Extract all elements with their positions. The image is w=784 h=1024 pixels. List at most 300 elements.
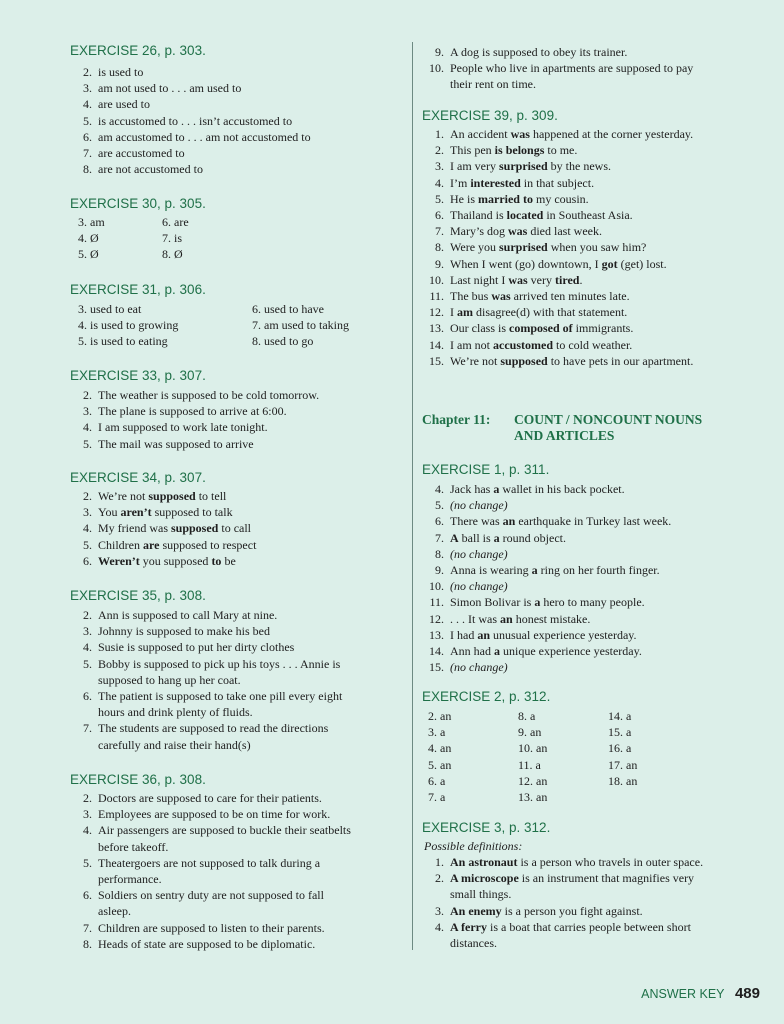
answer-cell: 4. an [428, 741, 452, 756]
answer-line [422, 854, 703, 870]
answer-cell: 4. Ø [78, 231, 99, 246]
answer-text: supposed to talk [151, 505, 233, 520]
item-number: 7. [435, 530, 444, 545]
answer-text: This pen [450, 143, 495, 158]
answer-text: I [450, 305, 457, 320]
answer-line [422, 288, 630, 304]
answer-key-label: ANSWER KEY [641, 987, 725, 1001]
answer-line [70, 920, 325, 936]
answer-line [422, 239, 646, 255]
item-number: 8. [435, 240, 444, 255]
item-number: 2. [83, 388, 92, 402]
answer-emphasis: an [500, 611, 513, 626]
answer-cell: 5. is used to eating [78, 334, 168, 349]
item-number: 3. [83, 505, 92, 520]
answer-emphasis: supposed [148, 489, 196, 503]
answer-line [70, 520, 251, 536]
answer-cell: 12. an [518, 773, 548, 788]
answer-text: Children are supposed to listen to their parents. [98, 920, 325, 935]
answer-text: The plane is supposed to arrive at 6:00. [98, 404, 287, 419]
answer-text: are used to [98, 97, 150, 112]
item-number: 7. [83, 721, 92, 736]
answer-cell: 17. an [608, 757, 638, 772]
answer-text: The students are supposed to read the directions [98, 721, 329, 736]
exercise-30-heading: EXERCISE 30, p. 305. [70, 196, 206, 211]
answer-text: round object. [499, 530, 566, 545]
item-number: 13. [429, 627, 444, 642]
answer-line [422, 44, 627, 60]
answer-emphasis: was [508, 224, 528, 239]
page-number: 489 [734, 985, 760, 1002]
answer-text: carefully and raise their hand(s) [98, 737, 251, 752]
answer-line [422, 126, 693, 142]
answer-line [70, 672, 241, 688]
answer-text: hours and drink plenty of fluids. [98, 705, 253, 720]
answer-emphasis: (no change) [450, 546, 508, 561]
answer-text: supposed to hang up her coat. [98, 672, 241, 687]
answer-text: Were you [450, 240, 500, 255]
answer-text: Employees are supposed to be on time for work. [98, 807, 331, 822]
answer-text: earthquake in Turkey last week. [515, 514, 672, 529]
answer-text: in Southeast Asia. [543, 208, 633, 222]
item-number: 5. [435, 191, 444, 206]
answer-cell: 6. a [428, 773, 446, 788]
answer-text: to tell [195, 489, 227, 503]
answer-line [422, 903, 643, 919]
answer-text: You [98, 505, 121, 520]
item-number: 2. [83, 608, 92, 622]
chapter11-exercise-3-heading: EXERCISE 3, p. 312. [422, 820, 551, 835]
answer-line [422, 513, 671, 529]
answer-text: (get) lost. [617, 256, 667, 271]
answer-text: . . . It was [450, 611, 500, 626]
answer-line [70, 96, 150, 112]
answer-emphasis: belongs [505, 143, 545, 158]
answer-text: Heads of state are supposed to be diplomatic. [98, 936, 316, 951]
answer-text: performance. [98, 872, 162, 886]
answer-line [70, 688, 342, 704]
answer-line [70, 80, 241, 96]
answer-emphasis: (no change) [450, 660, 508, 675]
answer-emphasis: was [491, 289, 511, 303]
answer-line [422, 594, 645, 610]
answer-line [70, 488, 226, 504]
exercise-35-heading: EXERCISE 35, p. 308. [70, 588, 206, 603]
answer-text: I had [450, 627, 478, 642]
answer-cell: 8. a [518, 709, 536, 723]
answer-line [422, 659, 508, 675]
answer-text: arrived ten minutes late. [510, 289, 630, 303]
answer-text: We’re not [450, 353, 501, 368]
exercise-39-heading: EXERCISE 39, p. 309. [422, 108, 558, 123]
answer-line [70, 129, 311, 145]
item-number: 6. [435, 208, 444, 222]
item-number: 6. [435, 514, 444, 529]
item-number: 7. [83, 146, 92, 160]
answer-text: People who live in apartments are supposed to pay [450, 61, 694, 76]
item-number: 11. [429, 289, 444, 303]
answer-line [70, 607, 277, 623]
item-number: 9. [435, 563, 444, 577]
chapter-title-line1: COUNT / NONCOUNT NOUNS [514, 412, 703, 427]
answer-line [70, 822, 351, 838]
answer-text: be [221, 553, 236, 568]
answer-text: Mary’s dog [450, 224, 508, 239]
answer-line [70, 161, 203, 177]
answer-text: The patient is supposed to take one pill every eight [98, 689, 343, 703]
item-number: 5. [83, 113, 92, 128]
answer-line [422, 142, 577, 158]
item-number: 14. [429, 337, 444, 352]
answer-line [422, 223, 602, 239]
answer-cell: 10. an [518, 741, 548, 756]
item-number: 8. [435, 546, 444, 561]
answer-cell: 6. used to have [252, 302, 324, 316]
answer-cell: 6. are [162, 215, 189, 229]
answer-text: Bobby is supposed to pick up his toys . . . Annie is [98, 656, 341, 671]
answer-emphasis: supposed [500, 353, 548, 368]
answer-emphasis: a [494, 644, 500, 658]
answer-line [422, 627, 637, 643]
answer-line [422, 191, 589, 207]
answer-emphasis: married to [478, 191, 533, 206]
exercise-33-heading: EXERCISE 33, p. 307. [70, 368, 206, 383]
answer-line [422, 497, 508, 513]
answer-emphasis: was [508, 272, 528, 287]
answer-line [70, 387, 319, 403]
item-number: 1. [435, 855, 444, 869]
exercise-26-heading: EXERCISE 26, p. 303. [70, 43, 206, 58]
answer-line [422, 546, 508, 562]
item-number: 12. [429, 305, 444, 320]
answer-text: is an instrument that magnifies very [518, 871, 695, 886]
answer-cell: 7. a [428, 790, 446, 804]
answer-line [422, 353, 693, 369]
answer-line [70, 419, 268, 435]
answer-text: I’m [450, 175, 471, 190]
answer-line [70, 639, 294, 655]
answer-text: An accident [450, 127, 511, 141]
answer-text: Thailand is [450, 208, 507, 222]
answer-text: I am not [450, 337, 493, 352]
answer-text: Air passengers are supposed to buckle their seatbelts [98, 823, 351, 838]
answer-emphasis: surprised [498, 159, 548, 174]
answer-line [70, 537, 256, 553]
answer-text: am not used to . . . am used to [98, 81, 242, 96]
answer-text: when you saw him? [547, 240, 647, 255]
item-number: 12. [429, 611, 444, 626]
answer-emphasis: got [601, 256, 618, 271]
answer-emphasis: an [502, 514, 516, 529]
item-number: 4. [83, 823, 92, 838]
item-number: 8. [83, 162, 92, 177]
answer-text: you supposed [139, 553, 212, 568]
answer-emphasis: A ferry [450, 919, 487, 934]
answer-line [422, 272, 582, 288]
answer-text: Jack has [450, 482, 494, 496]
item-number: 10. [429, 61, 444, 76]
answer-text: my cousin. [532, 191, 589, 206]
answer-line [70, 871, 162, 887]
answer-text: honest mistake. [512, 611, 591, 626]
item-number: 3. [83, 624, 92, 639]
answer-line [70, 623, 270, 639]
answer-emphasis: are [143, 537, 160, 552]
answer-text: ball is [458, 530, 494, 545]
item-number: 6. [83, 689, 92, 703]
answer-cell: 9. an [518, 725, 542, 740]
answer-text: disagree(d) with that statement. [473, 305, 628, 320]
exercise-34-heading: EXERCISE 34, p. 307. [70, 470, 206, 485]
answer-text: is used to [98, 65, 144, 79]
answer-text: are not accustomed to [98, 162, 203, 177]
item-number: 3. [435, 159, 444, 174]
answer-text: to have pets in our apartment. [547, 353, 694, 368]
answer-line [422, 919, 691, 935]
item-number: 7. [83, 920, 92, 935]
answer-text: My friend was [98, 521, 171, 536]
answer-line [70, 855, 320, 871]
answer-cell: 5. an [428, 757, 452, 772]
answer-text: There was [450, 514, 503, 529]
answer-text: Ann is supposed to call Mary at nine. [98, 608, 278, 622]
item-number: 11. [429, 595, 444, 610]
answer-text: The mail was supposed to arrive [98, 436, 254, 451]
chapter11-exercise-1-heading: EXERCISE 1, p. 311. [422, 462, 550, 477]
answer-text: Ann had [450, 644, 494, 658]
answer-text: supposed to respect [159, 537, 257, 552]
answer-line [70, 936, 315, 952]
answer-emphasis: An astronaut [450, 855, 518, 869]
answer-cell: 3. a [428, 725, 446, 740]
answer-cell: 18. an [608, 773, 638, 788]
item-number: 3. [435, 903, 444, 918]
answer-cell: 14. a [608, 709, 632, 723]
answer-emphasis: was [510, 127, 530, 141]
exercise-36-heading: EXERCISE 36, p. 308. [70, 772, 206, 787]
answer-line [70, 720, 328, 736]
answer-line [70, 553, 236, 569]
answer-line [422, 76, 536, 92]
item-number: 4. [83, 97, 92, 112]
item-number: 6. [83, 129, 92, 144]
item-number: 4. [83, 420, 92, 435]
answer-cell: 4. is used to growing [78, 318, 179, 333]
answer-line [70, 704, 253, 720]
item-number: 13. [429, 321, 444, 336]
answer-text: The bus [450, 289, 492, 303]
answer-cell: 13. an [518, 790, 548, 804]
answer-line [70, 113, 292, 129]
item-number: 2. [435, 143, 444, 158]
answer-line [70, 64, 143, 80]
answer-emphasis: a [493, 482, 500, 496]
chapter11-exercise-2-heading: EXERCISE 2, p. 312. [422, 689, 551, 704]
answer-text: asleep. [98, 904, 131, 919]
answer-text: Johnny is supposed to make his bed [98, 624, 270, 639]
answer-cell: 16. a [608, 741, 632, 756]
item-number: 5. [83, 656, 92, 671]
answer-text: The weather is supposed to be cold tomorrow. [98, 388, 320, 402]
answer-text: Susie is supposed to put her dirty clothes [98, 640, 295, 655]
exercise-3-intro: Possible definitions: [424, 839, 523, 853]
answer-emphasis: is [494, 143, 503, 158]
answer-text: We’re not [98, 489, 149, 503]
answer-line [422, 562, 660, 578]
answer-emphasis: a [531, 563, 538, 577]
item-number: 4. [83, 640, 92, 655]
answer-emphasis: composed of [509, 321, 573, 336]
item-number: 14. [429, 644, 444, 658]
item-number: 4. [83, 521, 92, 536]
answer-emphasis: A [450, 530, 459, 545]
answer-emphasis: located [506, 208, 544, 222]
answer-text: immigrants. [572, 321, 634, 336]
answer-line [70, 903, 131, 919]
answer-line [422, 320, 633, 336]
item-number: 5. [83, 436, 92, 451]
answer-line [70, 839, 168, 855]
item-number: 15. [429, 660, 444, 675]
item-number: 3. [83, 81, 92, 96]
answer-text: are accustomed to [98, 146, 185, 160]
answer-emphasis: (no change) [450, 498, 508, 513]
answer-text: He is [450, 191, 478, 206]
column-divider [412, 42, 413, 950]
answer-emphasis: a [493, 530, 500, 545]
item-number: 6. [83, 888, 92, 903]
answer-emphasis: surprised [499, 240, 548, 255]
answer-emphasis: supposed [170, 521, 219, 536]
answer-text: distances. [450, 936, 497, 950]
answer-line [422, 935, 497, 951]
answer-line [70, 737, 251, 753]
answer-text: to call [218, 521, 252, 536]
answer-line [70, 436, 254, 452]
answer-text: unique experience yesterday. [500, 644, 642, 658]
exercise-31-heading: EXERCISE 31, p. 306. [70, 282, 206, 297]
item-number: 2. [83, 489, 92, 503]
answer-line [422, 175, 594, 191]
answer-cell: 3. am [78, 215, 105, 229]
answer-line [422, 481, 625, 497]
answer-text: I am supposed to work late tonight. [98, 420, 268, 435]
answer-cell: 11. a [518, 757, 541, 772]
answer-cell: 5. Ø [78, 247, 99, 262]
answer-line [422, 256, 667, 272]
answer-emphasis: to [211, 553, 222, 568]
item-number: 3. [83, 404, 92, 419]
answer-text: Doctors are supposed to care for their patients. [98, 791, 322, 805]
answer-line [70, 790, 322, 806]
answer-cell: 8. Ø [162, 247, 183, 262]
chapter-label: Chapter 11: [422, 412, 491, 427]
answer-text: to me. [544, 143, 578, 158]
answer-emphasis: aren’t [120, 505, 152, 520]
answer-text: am accustomed to . . . am not accustomed to [98, 129, 311, 144]
answer-line [70, 656, 340, 672]
item-number: 10. [429, 579, 444, 594]
answer-line [422, 530, 566, 546]
answer-text: hero to many people. [540, 595, 645, 610]
answer-cell: 8. used to go [252, 334, 314, 349]
item-number: 3. [83, 807, 92, 822]
answer-text: Children [98, 537, 143, 552]
answer-text: small things. [450, 887, 512, 902]
answer-line [422, 337, 632, 353]
item-number: 2. [83, 65, 92, 79]
answer-emphasis: am [457, 305, 473, 320]
item-number: 8. [83, 936, 92, 951]
answer-cell: 15. a [608, 725, 632, 740]
answer-line [422, 611, 590, 627]
item-number: 4. [435, 919, 444, 934]
answer-line [422, 60, 693, 76]
item-number: 4. [435, 175, 444, 190]
answer-line [422, 207, 633, 223]
page-footer [641, 985, 760, 1003]
item-number: 1. [435, 127, 444, 141]
answer-text: is a person you fight against. [501, 903, 643, 918]
answer-text: Last night I [450, 272, 509, 287]
answer-emphasis: A microscope [450, 871, 519, 886]
item-number: 2. [83, 791, 92, 805]
answer-text: by the news. [547, 159, 611, 174]
answer-text: . [579, 272, 583, 287]
answer-line [70, 504, 233, 520]
answer-line [422, 870, 694, 886]
answer-emphasis: An enemy [450, 903, 502, 918]
answer-line [422, 886, 511, 902]
item-number: 2. [435, 871, 444, 886]
answer-cell: 2. an [428, 709, 452, 723]
answer-emphasis: an [477, 627, 491, 642]
item-number: 9. [435, 256, 444, 271]
answer-emphasis: a [534, 595, 541, 610]
answer-text: to cold weather. [553, 337, 633, 352]
chapter-title-line2: AND ARTICLES [514, 428, 615, 443]
answer-text: wallet in his back pocket. [499, 482, 625, 496]
item-number: 15. [429, 353, 444, 368]
answer-text: I am very [450, 159, 499, 174]
answer-emphasis: accustomed [493, 337, 553, 352]
answer-text: unusual experience yesterday. [490, 627, 637, 642]
answer-line [422, 643, 642, 659]
answer-line [70, 806, 330, 822]
answer-emphasis: interested [470, 175, 521, 190]
item-number: 6. [83, 553, 92, 568]
answer-text: Soldiers on sentry duty are not supposed to fall [98, 888, 324, 903]
answer-text: is a boat that carries people between short [486, 919, 691, 934]
answer-text: is a person who travels in outer space. [517, 855, 704, 869]
answer-line [422, 304, 627, 320]
answer-text: very [527, 272, 555, 287]
item-number: 5. [83, 855, 92, 870]
answer-text: before takeoff. [98, 839, 169, 854]
answer-emphasis: tired [555, 272, 580, 287]
item-number: 4. [435, 482, 444, 496]
answer-cell: 3. used to eat [78, 302, 142, 316]
answer-text: Our class is [450, 321, 509, 336]
item-number: 10. [429, 272, 444, 287]
answer-cell: 7. is [162, 231, 183, 246]
answer-line [70, 403, 287, 419]
answer-emphasis: (no change) [450, 579, 508, 594]
answer-text: their rent on time. [450, 77, 536, 92]
answer-text: is accustomed to . . . isn’t accustomed to [98, 113, 293, 128]
answer-line [422, 578, 508, 594]
item-number: 5. [83, 537, 92, 552]
